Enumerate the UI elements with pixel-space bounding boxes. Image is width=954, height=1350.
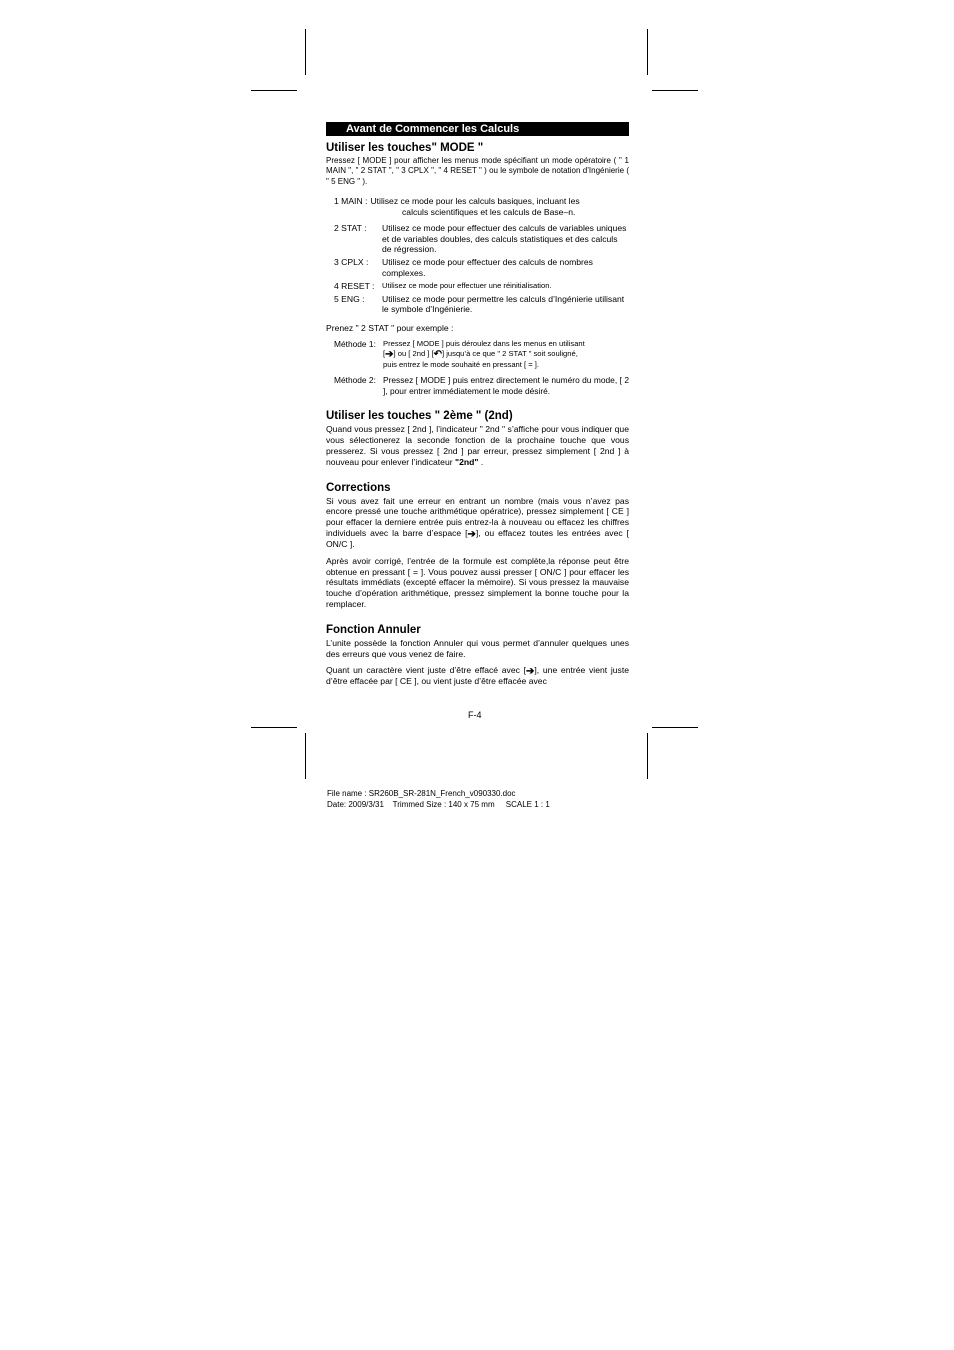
second-heading: Utiliser les touches " 2ème " (2nd) — [326, 410, 513, 423]
annuler-text-end: ], une entrée vient juste d’être effacée par [ CE ], ou vient juste d’être effacée avec — [326, 665, 629, 687]
crop-mark — [305, 29, 306, 75]
method1-line1: Pressez [ MODE ] puis déroulez dans les menus en utilisant — [383, 338, 585, 348]
method1-line3: puis entrez le mode souhaité en pressant [ = ]. — [383, 359, 539, 369]
crop-mark — [251, 90, 297, 91]
mode-desc: Utilisez ce mode pour effectuer des calculs de nombres complexes. — [382, 257, 593, 278]
method1-bracket: [ — [383, 349, 386, 359]
right-arrow-icon: ➔ — [385, 349, 394, 361]
crop-mark — [652, 90, 698, 91]
mode-desc: Utilisez ce mode pour effectuer une réinitialisation. — [382, 280, 552, 290]
second-text: Quand vous pressez [ 2nd ], l’indicateur " 2nd " s’affiche pour vous indiquer que vous sélectionerez la seconde fonction de la prochaine touche que vous presserez. Si vous pressez [ 2nd ] par erreur, pressez simplement [ 2nd ] à nouveau pour enlever l’indicateur — [326, 424, 629, 467]
mode-item-eng — [326, 294, 629, 316]
annuler-p2 — [326, 665, 629, 687]
method-key: Méthode 2: — [334, 375, 376, 386]
mode-item-main — [326, 196, 629, 207]
annuler-heading: Fonction Annuler — [326, 623, 421, 636]
mode-key: 3 CPLX : — [334, 257, 369, 268]
mode-intro: Pressez [ MODE ] pour afficher les menus mode spécifiant un mode opératoire ( " 1 MAIN ", " 2 STAT ", " 3 CPLX ", " 4 RESET " ) ou le symbole de notation d’Ingénierie ( " 5 ENG " ). — [326, 156, 629, 186]
second-end: . — [478, 456, 484, 467]
mode-key: 2 STAT : — [334, 222, 367, 233]
crop-mark — [647, 29, 648, 75]
example-label: Prenez " 2 STAT " pour exemple : — [326, 323, 454, 334]
method-desc: Pressez [ MODE ] puis entrez directement le numéro du mode, [ 2 ], pour entrer immédiatement le mode désiré. — [383, 375, 629, 396]
annuler-p1: L’unite possède la fonction Annuler qui vous permet d’annuler quelques unes des erreurs que vous venez de faire. — [326, 637, 629, 659]
mode-item-cplx — [326, 257, 629, 279]
manual-page — [326, 122, 629, 687]
mode-key: 1 MAIN : — [334, 196, 368, 207]
mode-heading: Utiliser les touches" MODE " — [326, 142, 484, 154]
mode-key: 4 RESET : — [334, 280, 375, 291]
mode-item-main-cont — [326, 207, 629, 218]
corrections-text-end: ], ou effacez toutes les entrées avec [ ON/C ]. — [326, 527, 629, 549]
right-arrow-icon: ➔ — [526, 666, 535, 678]
mode-key: 5 ENG : — [334, 293, 365, 304]
footer-meta: Date: 2009/3/31 Trimmed Size : 140 x 75 mm SCALE 1 : 1 — [327, 799, 550, 809]
right-arrow-icon: ➔ — [467, 528, 476, 540]
corrections-heading: Corrections — [326, 481, 391, 494]
method-2 — [326, 375, 629, 396]
corrections-p1 — [326, 496, 629, 550]
undo-arrow-icon: ↶ — [433, 349, 443, 361]
file-footer — [327, 789, 550, 810]
mode-desc: Utilisez ce mode pour permettre les calculs d’Ingénierie utilisant le symbole d’Ingénierie. — [382, 293, 625, 315]
corrections-p2: Après avoir corrigé, l’entrée de la formule est complète,la réponse peut être obtenue en pressant [ = ]. Vous pouvez aussi presser [ ON/C ] pour effacer les résultats immédiats (excepté effacer la mémoire). Si vous pressez la mauvaise touche d’opération arithmétique, pressez simplement la bonne touche pour la remplacer. — [326, 555, 629, 609]
crop-mark — [305, 733, 306, 779]
indicator-2nd: "2nd" — [455, 456, 479, 467]
method1-end: ] jusqu’à ce que " 2 STAT " soit souligné, — [442, 349, 578, 359]
method-key: Méthode 1: — [334, 338, 376, 349]
mode-desc: Utilisez ce mode pour les calculs basiques, incluant les — [370, 196, 580, 207]
method-1 — [326, 339, 629, 370]
second-body — [326, 424, 629, 467]
method-desc — [383, 339, 629, 370]
crop-mark — [647, 733, 648, 779]
mode-desc: Utilisez ce mode pour effectuer des calculs de variables uniques et de variables doubles, des calculs statistiques et des calculs de régression. — [382, 222, 627, 255]
corrections-text: Si vous avez fait une erreur en entrant un nombre (mais vous n’avez pas encore pressé une touche arithmétique opératrice), pressez simplement [ CE ] pour effacer la derniere entrée puis entrez-la à nouveau ou effacez les chiffres individuels avec la barre d’espace [ — [326, 495, 629, 538]
mode-desc: calculs scientifiques et les calculs de Base–n. — [402, 207, 576, 218]
method1-mid: ] ou [ 2nd ] [ — [393, 349, 434, 359]
mode-item-reset — [326, 281, 629, 292]
crop-mark — [652, 727, 698, 728]
crop-mark — [251, 727, 297, 728]
mode-item-stat — [326, 223, 629, 255]
mode-list — [326, 196, 629, 315]
annuler-text: Quant un caractère vient juste d’être effacé avec [ — [326, 665, 527, 676]
page-number: F-4 — [468, 710, 482, 720]
footer-filename: File name : SR260B_SR-281N_French_v090330.doc — [327, 789, 516, 798]
section-header-bar: Avant de Commencer les Calculs — [326, 122, 629, 136]
